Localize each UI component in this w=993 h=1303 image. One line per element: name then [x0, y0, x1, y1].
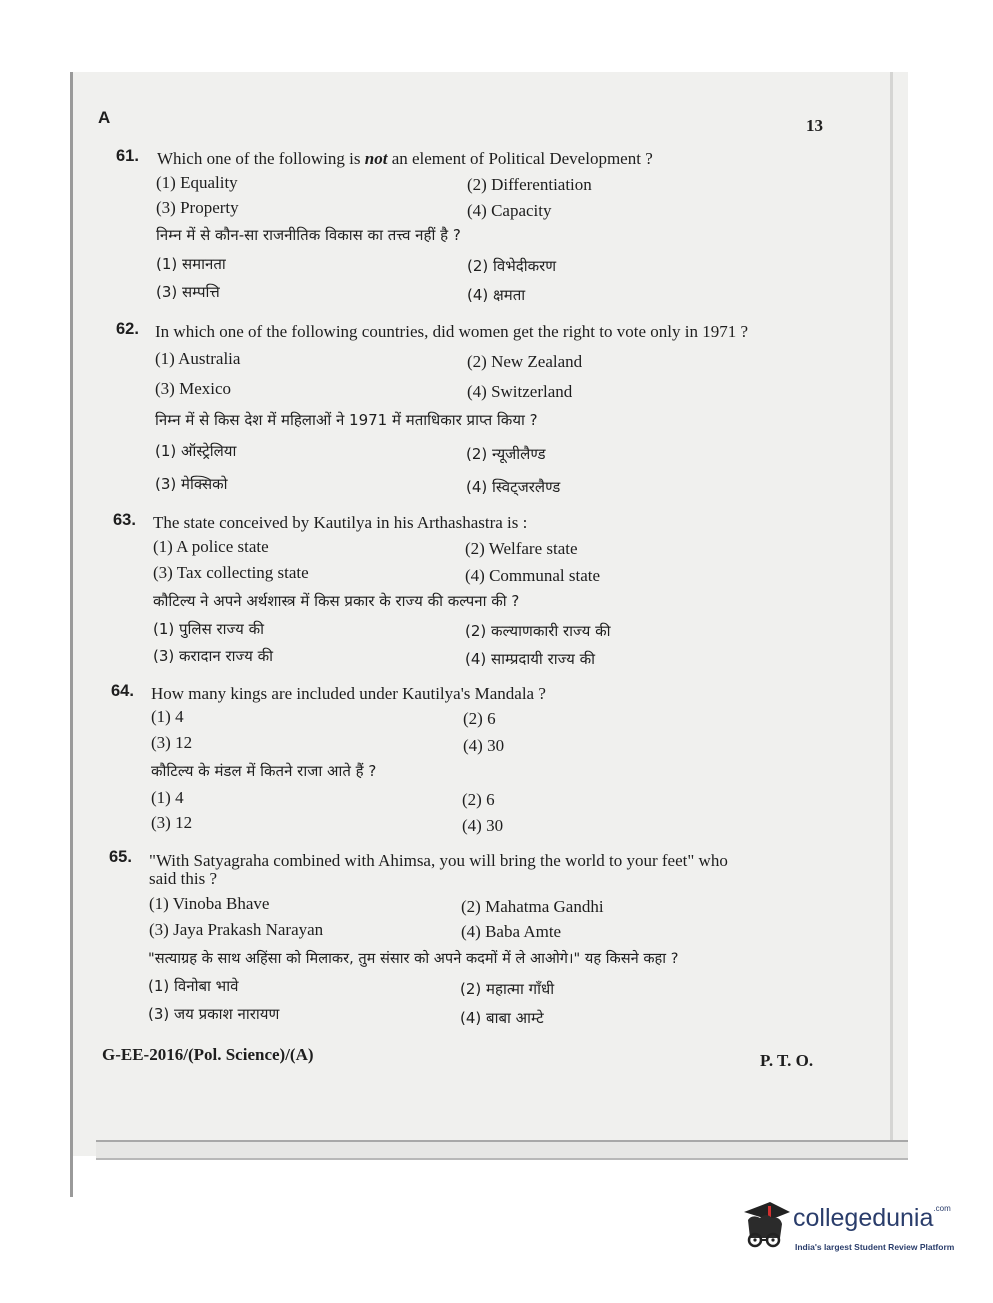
page-edge-right — [890, 72, 893, 1152]
hindi-option-1: (1) समानता — [156, 255, 226, 273]
option-4: (4) 30 — [463, 736, 505, 755]
option-1: (1) 4 — [151, 707, 184, 726]
question-number: 62. — [116, 320, 139, 338]
question-text-line-2: said this ? — [149, 869, 217, 888]
page-edge-bottom — [96, 1140, 908, 1160]
hindi-question: कौटिल्य के मंडल में कितने राजा आते हैं ? — [151, 762, 377, 780]
option-4: (4) Switzerland — [467, 382, 573, 401]
question-number: 63. — [113, 511, 136, 529]
question-text: In which one of the following countries, did women get the right to vote only in 1971 ? — [155, 322, 748, 341]
question-number: 61. — [116, 147, 139, 165]
hindi-option-1: (1) 4 — [151, 788, 184, 807]
hindi-option-2: (2) न्यूजीलैण्ड — [466, 445, 546, 463]
hindi-option-2: (2) कल्याणकारी राज्य की — [465, 622, 611, 640]
hindi-option-4: (4) क्षमता — [467, 286, 526, 304]
emphasis-not: not — [364, 149, 388, 168]
question-text: Which one of the following is not an element of Political Development ? — [157, 149, 653, 168]
hindi-option-4: (4) 30 — [462, 816, 504, 835]
hindi-option-3: (3) सम्पत्ति — [156, 283, 220, 301]
question-text: The state conceived by Kautilya in his Arthashastra is : — [153, 513, 528, 532]
paper-code: G-EE-2016/(Pol. Science)/(A) — [102, 1045, 314, 1064]
option-4: (4) Baba Amte — [461, 922, 562, 941]
page-number: 13 — [806, 116, 823, 135]
hindi-question: कौटिल्य ने अपने अर्थशास्त्र में किस प्रकार के राज्य की कल्पना की ? — [153, 592, 520, 610]
question-number: 64. — [111, 682, 134, 700]
option-1: (1) A police state — [153, 537, 269, 556]
hindi-option-2: (2) महात्मा गाँधी — [460, 980, 555, 998]
option-4: (4) Communal state — [465, 566, 601, 585]
option-3: (3) Jaya Prakash Narayan — [149, 920, 324, 939]
hindi-option-2: (2) 6 — [462, 790, 495, 809]
option-1: (1) Vinoba Bhave — [149, 894, 270, 913]
hindi-option-3: (3) करादान राज्य की — [153, 647, 273, 665]
option-3: (3) Property — [156, 198, 239, 217]
set-label: A — [98, 108, 111, 127]
page-edge-left — [70, 72, 73, 1197]
hindi-question: "सत्याग्रह के साथ अहिंसा को मिलाकर, तुम संसार को अपने कदमों में ले आओगे।" यह किसने कहा ? — [148, 950, 679, 967]
hindi-option-3: (3) 12 — [151, 813, 193, 832]
option-4: (4) Capacity — [467, 201, 552, 220]
hindi-question: निम्न में से कौन-सा राजनीतिक विकास का तत्त्व नहीं है ? — [156, 226, 461, 244]
option-2: (2) Differentiation — [467, 175, 592, 194]
brand-name: collegedunia$^{.com}$ — [793, 1204, 951, 1232]
question-number: 65. — [109, 848, 132, 866]
option-1: (1) Australia — [155, 349, 241, 368]
hindi-option-3: (3) मेक्सिको — [155, 475, 228, 493]
option-3: (3) 12 — [151, 733, 193, 752]
option-3: (3) Tax collecting state — [153, 563, 309, 582]
pto-label: P. T. O. — [760, 1051, 814, 1070]
hindi-option-1: (1) विनोबा भावे — [148, 977, 239, 995]
option-3: (3) Mexico — [155, 379, 232, 398]
option-2: (2) 6 — [463, 709, 496, 728]
option-2: (2) New Zealand — [467, 352, 583, 371]
option-1: (1) Equality — [156, 173, 238, 192]
hindi-option-1: (1) ऑस्ट्रेलिया — [155, 442, 237, 460]
collegedunia-watermark — [740, 1198, 965, 1256]
question-text-line-1: "With Satyagraha combined with Ahimsa, you will bring the world to your feet" who — [149, 851, 728, 870]
hindi-question: निम्न में से किस देश में महिलाओं ने 1971 में मताधिकार प्राप्त किया ? — [155, 411, 538, 429]
hindi-option-4: (4) बाबा आम्टे — [460, 1009, 544, 1027]
hindi-option-4: (4) साम्प्रदायी राज्य की — [465, 650, 596, 668]
hindi-option-3: (3) जय प्रकाश नारायण — [148, 1005, 280, 1023]
hindi-option-1: (1) पुलिस राज्य की — [153, 620, 264, 638]
student-mascot-icon — [740, 1198, 792, 1256]
question-text: How many kings are included under Kautilya's Mandala ? — [151, 684, 546, 703]
option-2: (2) Welfare state — [465, 539, 578, 558]
hindi-option-2: (2) विभेदीकरण — [467, 257, 557, 275]
option-2: (2) Mahatma Gandhi — [461, 897, 604, 916]
hindi-option-4: (4) स्विट्जरलैण्ड — [466, 478, 561, 496]
brand-tagline: India's largest Student Review Platform — [795, 1242, 955, 1252]
